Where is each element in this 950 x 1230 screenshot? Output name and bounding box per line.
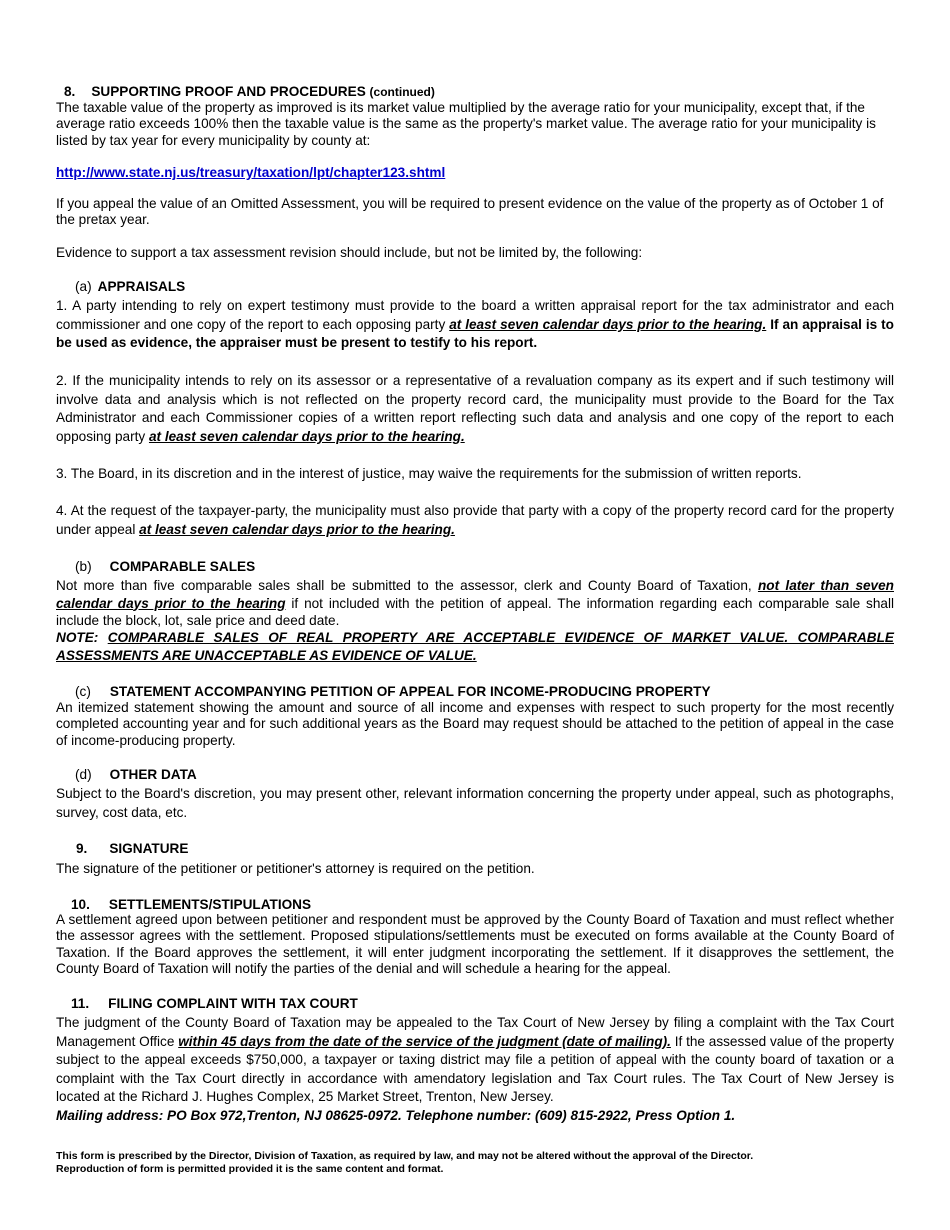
subsection-d-heading xyxy=(56,766,894,783)
note-label: NOTE: xyxy=(56,630,108,645)
mailing-address: Mailing address: PO Box 972,Trenton, NJ 08625-0972. Telephone number: (609) 815-2922, Press Option 1. xyxy=(56,1108,736,1123)
tax-court-paragraph xyxy=(56,1014,894,1107)
appraisals-item-1-deadline: at least seven calendar days prior to the hearing. xyxy=(449,316,767,332)
appraisals-item-1-requirement: If an appraisal is to be used as evidence, the appraiser must be present to testify to his report. xyxy=(56,316,894,351)
section-8-paragraph-2: If you appeal the value of an Omitted Assessment, you will be required to present evidence on the value of the property as of October 1 of the pretax year. xyxy=(56,196,884,228)
section-9-number: 9. xyxy=(76,841,88,856)
appraisals-item-2-text: 2. If the municipality intends to rely on its assessor or a representative of a revaluation company as its expert and if such testimony will involve data and analysis which is not reflected on the property record card, the municipality must provide to the Board for the Tax Administrator and each Commissioner copies of a written report reflecting such data and analysis and one copy of the report to each opposing party xyxy=(56,373,894,444)
section-10-heading xyxy=(56,896,894,913)
comparable-sales-text: Not more than five comparable sales shall be submitted to the assessor, clerk and County Board of Taxation, xyxy=(56,578,758,593)
section-8-heading xyxy=(56,83,894,101)
section-10-title: SETTLEMENTS/STIPULATIONS xyxy=(108,897,312,912)
appraisals-item-4-text: 4. At the request of the taxpayer-party, the municipality must also provide that party with a copy of the property record card for the property under appeal xyxy=(56,503,894,537)
subsection-d-title: OTHER DATA xyxy=(109,767,197,782)
section-8-continued: (continued) xyxy=(369,85,435,99)
section-11-title: FILING COMPLAINT WITH TAX COURT xyxy=(108,996,358,1011)
chapter123-link[interactable]: http://www.state.nj.us/treasury/taxation/lpt/chapter123.shtml xyxy=(56,165,446,180)
note-text: COMPARABLE SALES OF REAL PROPERTY ARE ACCEPTABLE EVIDENCE OF MARKET VALUE. COMPARABLE ASSESSMENTS ARE UNACCEPTABLE AS EVIDENCE OF VALUE. xyxy=(56,630,894,663)
appraisals-item-3: 3. The Board, in its discretion and in the interest of justice, may waive the requirements for the submission of written reports. xyxy=(56,466,802,481)
section-8-paragraph-1: The taxable value of the property as improved is its market value multiplied by the average ratio for your municipality, except that, if the average ratio exceeds 100% then the taxable value is the same as the property's market value. The average ratio for your municipality is listed by tax year for every municipality by county at: xyxy=(56,100,876,148)
appraisals-item-1 xyxy=(56,297,894,353)
footer-line-2: Reproduction of form is permitted provided it is the same content and format. xyxy=(56,1163,444,1175)
appraisals-item-2 xyxy=(56,372,894,446)
subsection-b-letter: (b) xyxy=(75,559,92,574)
signature-paragraph: The signature of the petitioner or petitioner's attorney is required on the petition. xyxy=(56,861,535,876)
tax-court-text-2: If the assessed value of the property subject to the appeal exceeds $750,000, a taxpayer or taxing district may file a petition of appeal with the county board of taxation or a complaint with the Tax Court directly in accordance with amendatory legislation and Tax Court rules. The Tax Court of New Jersey is located at the Richard J. Hughes Complex, 25 Market Street, Trenton, New Jersey. xyxy=(56,1033,894,1105)
other-data-paragraph: Subject to the Board's discretion, you may present other, relevant information concerning the property under appeal, such as photographs, survey, cost data, etc. xyxy=(56,786,894,820)
footer-note xyxy=(56,1150,894,1176)
subsection-a-heading xyxy=(56,278,894,295)
comparable-sales-note xyxy=(56,629,894,664)
section-10-number: 10. xyxy=(71,897,90,912)
section-9-title: SIGNATURE xyxy=(109,841,189,856)
section-11-heading xyxy=(56,995,894,1012)
settlements-paragraph: A settlement agreed upon between petitioner and respondent must be approved by the County Board of Taxation and must reflect whether the assessor agrees with the settlement. Proposed stipulations/settlements must be executed on forms available at the County Board of Taxation. If the Board approves the settlement, it will enter judgment incorporating the settlement. If it disapproves the settlement, the County Board of Taxation will notify the parties of the denial and will schedule a hearing for the appeal. xyxy=(56,912,894,976)
subsection-a-title: APPRAISALS xyxy=(97,279,186,294)
subsection-c-letter: (c) xyxy=(75,684,91,699)
section-8-paragraph-3: Evidence to support a tax assessment revision should include, but not be limited by, the following: xyxy=(56,245,643,260)
appraisals-item-1-text: 1. A party intending to rely on expert testimony must provide to the board a written appraisal report for the tax administrator and each commissioner and one copy of the report to each opposing party xyxy=(56,298,894,332)
subsection-b-title: COMPARABLE SALES xyxy=(109,559,256,574)
section-8-number: 8. xyxy=(64,84,76,99)
subsection-c-heading xyxy=(56,683,894,700)
appraisals-item-4 xyxy=(56,502,894,539)
ratio-link-row xyxy=(56,164,894,181)
comparable-sales-text-2: if not included with the petition of appeal. The information regarding each comparable sale shall include the block, lot, sale price and deed date. xyxy=(56,595,894,628)
tax-court-text: The judgment of the County Board of Taxation may be appealed to the Tax Court of New Jersey by filing a complaint with the Tax Court Management Office xyxy=(56,1015,894,1049)
section-9-heading xyxy=(56,840,894,857)
section-11-number: 11. xyxy=(71,996,90,1011)
section-8-title: SUPPORTING PROOF AND PROCEDURES xyxy=(91,84,366,99)
comparable-sales-paragraph xyxy=(56,577,894,630)
subsection-d-letter: (d) xyxy=(75,767,92,782)
comparable-sales-deadline: not later than seven calendar days prior to the hearing xyxy=(56,578,894,611)
footer-line-1: This form is prescribed by the Director, Division of Taxation, as required by law, and may not be altered without the approval of the Director. xyxy=(56,1150,754,1162)
appraisals-item-2-deadline: at least seven calendar days prior to the hearing. xyxy=(148,428,465,444)
appraisals-item-4-deadline: at least seven calendar days prior to the hearing. xyxy=(139,521,455,537)
subsection-b-heading xyxy=(56,558,894,575)
subsection-c-title: STATEMENT ACCOMPANYING PETITION OF APPEAL FOR INCOME-PRODUCING PROPERTY xyxy=(109,684,711,699)
subsection-a-letter: (a) xyxy=(75,279,92,294)
tax-court-deadline: within 45 days from the date of the service of the judgment (date of mailing). xyxy=(178,1033,671,1049)
statement-paragraph: An itemized statement showing the amount and source of all income and expenses with respect to such property for the most recently completed accounting year and for such additional years as the Board may request should be attached to the petition of appeal in the case of income-producing property. xyxy=(56,700,894,748)
